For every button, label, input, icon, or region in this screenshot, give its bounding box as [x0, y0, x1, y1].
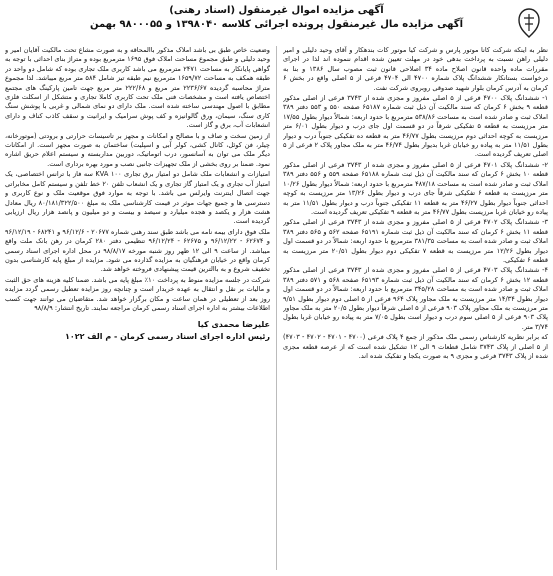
- paragraph: ۱- ششدانگ پلاک ۴۷۰۰ فرعی از ۵ اصلی مفروز و مجزی شده از ۳۷۴۳ فرعی از اصلی مذکور قطعه ۹ بخش ۶ کرمان که سند مالکیت آن ذیل ثبت شماره ۶۵۱۸۷ صفحه ۵۵۰ و ۵۵۳ دفتر ۳۸۹ املاک ثبت و صادر شده است به مساحت ۵۳۸/۸۶ مترمربع با حدود اربعه: شمالاً دیوار بطول ۱۷/۵۵ متر مرزیست به قطعه ۵ تفکیکی شرقاً در دو قسمت اول جای درب و دیوار بطول ۶/۰۱ متر مرزیست به کوچه احداثی دوم مرزیست بطول ۴۶/۷۷ متر به قطعه ده تفکیکی جنوباً درب و دیوار بطول ۱۱/۵۱ متر به پیاده رو خیابان غربا بدیوار بطول ۴۶/۷۴ متر به ملک مجاور پلاک ۲ فرعی از ۵ اصلی تعریف گردیده است.: [283, 94, 548, 159]
- right-column: [283, 46, 548, 570]
- paragraph: ۲- ششدانگ پلاک ۴۷۰۱ فرعی از ۵ اصلی مفروز و مجزی شده از ۳۷۴۳ فرعی از اصلی مذکور قطعه ۱۰ بخش ۶ کرمان که سند مالکیت آن ذیل ثبت شماره ۶۵۱۸۸ صفحه ۵۵۹ و ۵۵۶ دفتر ۳۸۹ املاک ثبت و صادر شده است به مساحت ۴۸۷/۱۸ مترمربع با حدود اربعه: شمالاً دیوار بطول ۱۰/۲۶ متر مرزیست به قطعه ۶ تفکیکی شرقاً جای درب و دیوار بطول ۱۳/۲۶ متر مرزیست به کوچه احداثی جنوباً دیوار بطول ۴۶/۲۷ متر به قطعه ۱۱ تفکیکی جنوباً درب و دیوار بطول ۱۱/۵۱ متر به پیاده رو خیابان غربا مرزیست بطول ۴۶/۷۷ متر به قطعه ۹ تفکیکی تعریف گردیده است.: [283, 160, 548, 216]
- paragraph: امتیازات و انشعابات ملک شامل دو امتیاز برق تجاری ۱۰۰ KVA سه فاز با ترانس اختصاصی، یک امتیاز آب تجاری و یک امتیاز گاز تجاری و یک انشعاب تلفن ۲۰ خط تلفن و سیستم کامل مخابراتی جهت اتصال اینترنت وایرلس می باشد. با توجه به موارد فوق موقعیت ملک و نوع کاربری و دسترسی ها و جمیع جهات موثر در قیمت کارشناسی ملک به مبلغ ۸۰/۱۸۱/۳۲۲/۵۰۰ ریال معادل هشت هزار و یکصد و هجده میلیارد و سیصد و بیست و دو میلیون و پانصد هزار ریال ارزیابی گردیده است.: [5, 170, 270, 226]
- column-divider: [276, 46, 277, 570]
- paragraph: ۴- ششدانگ پلاک ۴۷۰۳ فرعی از ۵ اصلی مفروز و مجزی شده از ۳۷۴۳ فرعی از اصلی مذکور قطعه ۱۲ بخش ۶ کرمان که سند مالکیت آن ذیل ثبت شماره ۶۵۱۹۳ صفحه ۵۶۸ و ۵۷۱ دفتر ۳۸۹ املاک ثبت و صادر شده است به مساحت ۳۴۵/۲۸ مترمربع با حدود اربعه: شمالاً در دو قسمت اول دیوار بطول ۱۴/۳۴ متر مرزیست به ملک مجاور پلاک ۹۶۴ فرعی از ۵ اصلی دوم دیوار بطول ۹/۵۱ متر مرزیست به ملک مجاور پلاک ۹۰۳ فرعی از ۵ اصلی شرقاً دیوار بطول ۲۰/۵ متر به ملک مجاور پلاک ۹۰۳ فرعی از ۵ اصلی سوم درب و دیوار است بطول ۷/۰۵ متر به پیاده رو خیابان غربا بطول ۳/۷۴ متر.: [283, 266, 548, 331]
- paragraph: از زمین سخت و صاف و با مصالح و امکانات و مجهز بر تاسیسات حرارتی و برودتی (موتورخانه، چیلر، فن کوئل، کانال کشی، کولر آبی و اسپلیت) ساختمان به صورت مجهز است. از امکانات دیگر ملک می توان به آسانسور، درب اتوماتیک، دوربین مداربسته و سیستم اعلام حریق اشاره نمود. ضمنا بر روی بخشی از ملک تجهیزات جانبی نصب و مورد بهره برداری است.: [5, 131, 270, 168]
- body-columns: [5, 46, 548, 570]
- paragraph: نظر به اینکه شرکت کانا موتور پارس و شرکت کیا موتور کات بندهکار و آقای وحید دلیلی و امیر دلیلی راهن نسبت به پرداخت بدهی خود در مهلت تعیین شده اقدام ننموده اند لذا در اجرای مقررات ماده واحده قانون اصلاح ماده ۳۴ اصلاحی قانون ثبت مصوب سال ۱۳۸۶ و بنا به درخواست بستانکار ششدانگ پلاک شماره ۴۷۰۰ الی ۴۷۰۴ فرعی از ۵ اصلی واقع در بخش ۶ کرمان به آدرس کرمان بلوار شهید صدوقی روبروی شرکت نفت.: [283, 46, 548, 92]
- document-subtitle: آگهی مزایده مال غیرمنقول پرونده اجرائی کلاسه ۱۳۹۸۰۴۰ و ۹۸۰۰۰۵۵ بهمن: [89, 19, 464, 30]
- paragraph: ملک فوق دارای بیمه نامه می باشد طبق سند رهنی شماره ۲۰۶۷۷ - ۹۶/۱۲/۶ و ۶۸۲۴۱ - ۹۶/۱۲/۱۹ و ۶۲۶۷۴ - ۹۶/۱۲/۲۲ و ۶۲۶۷۵ - ۹۶/۱۲/۲۴ تنظیمی دفتر ۲۸۰ کرمان در رهن بانک ملت واقع میباشد. از ساعت ۹ الی ۱۲ ظهر روز شنبه مورخه ۹۸/۸/۱۷ در محل اداره اجرای اسناد رسمی کرمان واقع در خیابان فرهنگیان به مزایده گذارده می شود. مزایده از مبلغ پایه کارشناسی بدون تخفیف شروع و به باالترین قیمت پیشنهادی فروخته خواهد شد.: [5, 227, 270, 274]
- paragraph: که برابر نظریه کارشناس رسمی ملک مذکور از جمع ۴ پلاک فرعی (۴۷۰۰ - ۴۷۰۱ - ۴۷۰۲ - ۴۷۰۳) از ۵ اصلی از پلاک ۳۷۴۳ شامل قطعات ۹ الی ۱۲ تشکیل شده است که از عرصه قطعه مجزی شده از پلاک ۳۷۴۳ فرعی و مجزی ۹ به صورت یکجا و تفکیک شده اند.: [283, 333, 548, 360]
- signature-block: [5, 319, 270, 343]
- paragraph: شرکت در جلسه مزایده منوط به پرداخت ۱۰٪ مبلغ پایه می باشد. ضمنا کلیه هزینه های حق الثبت و مالیات بر نقل و انتقال به عهده خریدار است و چنانچه روز مزایده تعطیل رسمی گردد مزایده روز بعد از تعطیلی در همان ساعت و مکان برگزار خواهد شد. متقاضیان می توانند جهت کسب اطلاعات بیشتر به اداره اجرای اسناد رسمی کرمان مراجعه نمایند. تاریخ انتشار: ۹۸/۸/۹: [5, 275, 270, 312]
- document-title: آگهی مزایده اموال غیرمنقول (اسناد رهنی): [169, 5, 384, 16]
- left-column: [5, 46, 270, 570]
- document-header: [5, 4, 548, 46]
- emblem-icon: [514, 6, 544, 40]
- paragraph: وضعیت خاص طبق بی باشد املاک مذکور باالمحاقه و به صورت مشاع تحت مالکیت آقایان امیر و وحید دلیلی و طبق مجموع مساحت املاک فوق ۱۶۹۵ مترمربع بوده و متراژ بنای احداثی با توجه به گواهی پایانکار به مساحت ۲۴۷۱ مترمربع می باشد کاربری ملک تجاری بوده که شامل دو واحد در طبقه همکف به مساحت ۱۶۵۹/۷۲ مترمربع نیم طبقه تیز شامل ۵۸۴ متر مربع میباشد. لذا مجموع متراژ محاسبه گردیده ۲۲۳۶/۶۷ متر مربع و ۲۲۲/۶۸ متر مربع جهت تامین پارکینگ های مجتمع اختصاص یافته است و مشخصات فنی ملک تحت کاربری کاملا تجاری و متشکل از اسکلت فلزی مطابق با اصول مهندسی ساخته شده است. ملک دارای دو نمای شمالی و غربی با پوشش سنگ کاری سنگ، سیمان، ورق گالوانیزه و کف پوش سرامیک و ایرانیت و سقف کاذب کناف و دارای انشعابات آب، برق و گاز است.: [5, 46, 270, 130]
- signatory-title: رئیس اداره اجرای اسناد رسمی کرمان - م الف ۱۰۲۲: [64, 332, 270, 342]
- paragraph: ۳- ششدانگ پلاک ۴۷۰۲ فرعی از ۵ اصلی مفروز و مجزی شده از ۳۷۴۳ فرعی از اصلی مذکور قطعه ۱۱ بخش ۶ کرمان که سند مالکیت آن ذیل ثبت شماره ۶۵۱۹۱ صفحه ۵۶۲ و ۵۶۵ دفتر ۳۸۹ املاک ثبت و صادر شده است به مساحت ۳۸۱/۳۵ مترمربع با حدود اربعه: شمالاً در دو قسمت اول دیوار بطول ۱۲/۲۶ متر مرزیست به قطعه ۷ تفکیکی دوم دیوار بطول ۲۰/۵۱ متر مرزیست به قطعه ۶ تفکیکی.: [283, 218, 548, 264]
- signatory-name: علیرضا محمدی کیا: [197, 320, 270, 330]
